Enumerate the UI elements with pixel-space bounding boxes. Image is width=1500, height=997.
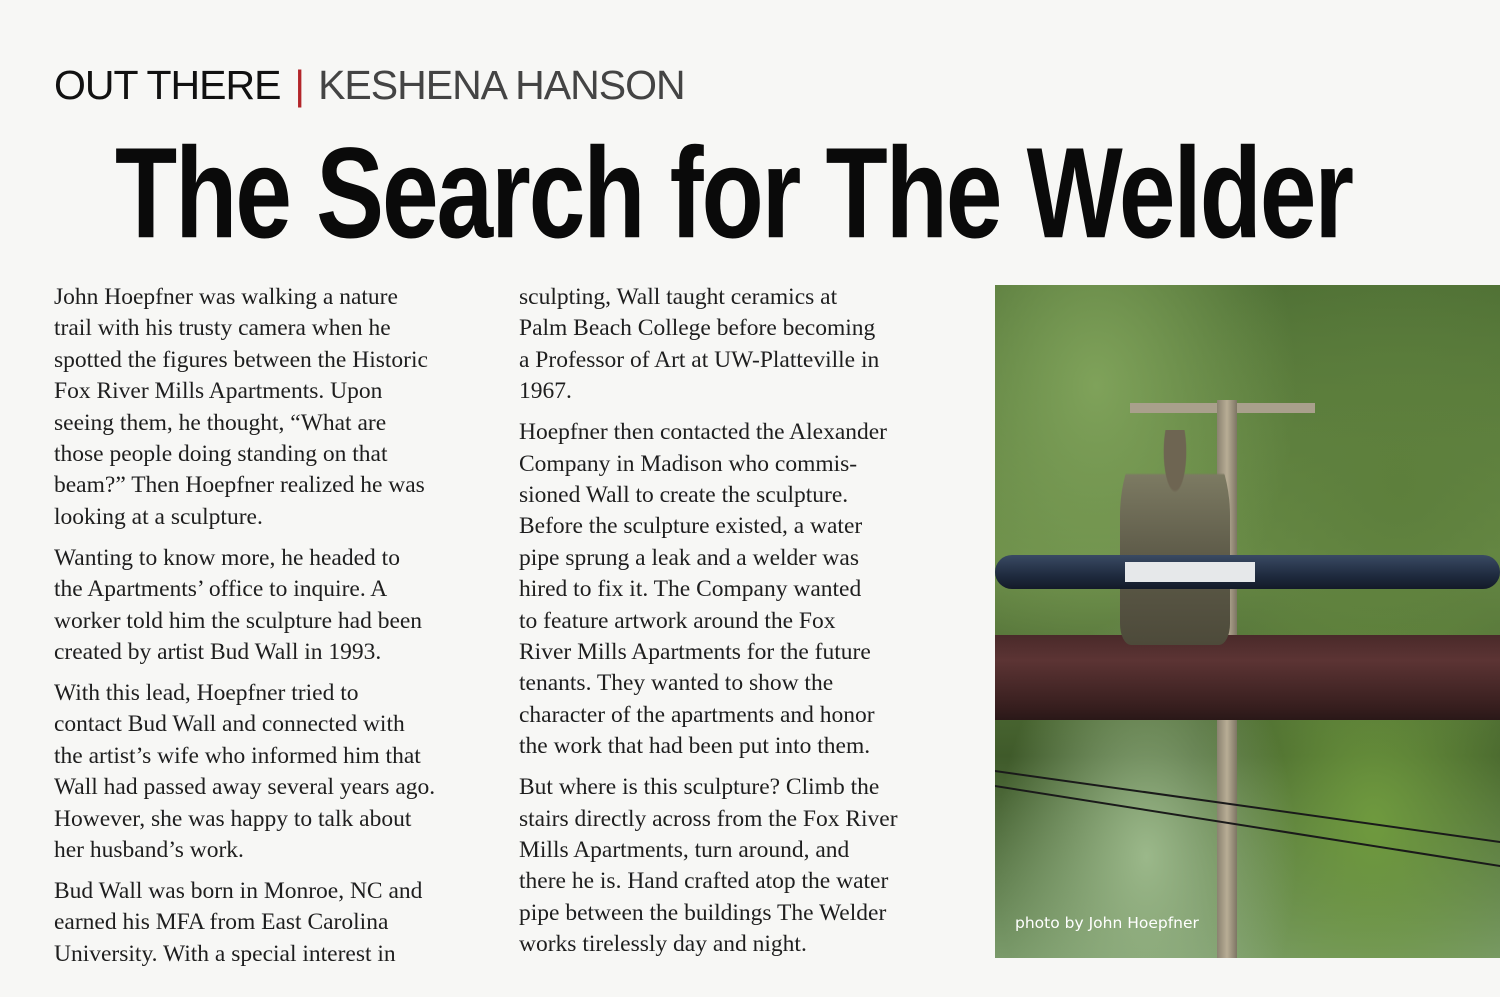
- text-line: With this lead, Hoepfner tried to: [54, 679, 359, 706]
- text-line: those people doing standing on that: [54, 441, 388, 468]
- section-kicker: [54, 62, 685, 109]
- text-line: Hoepfner then contacted the Alexander: [519, 419, 888, 446]
- article-column-1: [54, 282, 435, 980]
- article-title: The Search for The Welder: [115, 120, 1352, 265]
- text-line: However, she was happy to talk about: [54, 805, 412, 832]
- power-line: [995, 770, 1500, 844]
- text-line: Company in Madison who commis-: [519, 450, 858, 477]
- text-line: created by artist Bud Wall in 1993.: [54, 638, 382, 665]
- text-line: Bud Wall was born in Monroe, NC and: [54, 877, 423, 904]
- text-line: the Apartments’ office to inquire. A: [54, 576, 388, 603]
- paragraph: [54, 876, 435, 970]
- steel-beam: [995, 635, 1500, 720]
- text-line: stairs directly across from the Fox River: [519, 805, 898, 832]
- text-line: spotted the figures between the Historic: [54, 346, 428, 373]
- text-line: sculpting, Wall taught ceramics at: [519, 284, 838, 310]
- text-line: 1967.: [519, 378, 572, 405]
- text-line: pipe between the buildings The Welder: [519, 899, 887, 926]
- text-line: contact Bud Wall and connected with: [54, 711, 405, 738]
- text-line: the artist’s wife who informed him that: [54, 742, 421, 769]
- divider: |: [294, 62, 305, 108]
- text-line: the work that had been put into them.: [519, 733, 871, 760]
- pipe-wrap: [1125, 562, 1255, 582]
- welder-figure: [1120, 430, 1230, 645]
- paragraph: [519, 282, 898, 408]
- text-line: beam?” Then Hoepfner realized he was: [54, 472, 425, 499]
- text-line: hired to fix it. The Company wanted: [519, 576, 862, 603]
- text-line: Before the sculpture existed, a water: [519, 513, 863, 540]
- text-line: University. With a special interest in: [54, 940, 396, 967]
- text-line: to feature artwork around the Fox: [519, 607, 836, 634]
- text-line: seeing them, he thought, “What are: [54, 409, 387, 436]
- text-line: Mills Apartments, turn around, and: [519, 836, 850, 863]
- power-line: [995, 785, 1500, 868]
- paragraph: [54, 282, 435, 533]
- text-line: character of the apartments and honor: [519, 701, 875, 728]
- text-line: pipe sprung a leak and a welder was: [519, 544, 859, 571]
- text-line: worker told him the sculpture had been: [54, 607, 423, 634]
- photo-caption: photo by John Hoepfner: [1015, 914, 1199, 932]
- text-line: trail with his trusty camera when he: [54, 315, 391, 342]
- text-line: Fox River Mills Apartments. Upon: [54, 378, 383, 405]
- article-column-2: [519, 282, 898, 970]
- text-line: Wall had passed away several years ago.: [54, 774, 436, 801]
- text-line: her husband’s work.: [54, 836, 244, 863]
- text-line: sioned Wall to create the sculpture.: [519, 481, 849, 508]
- paragraph: [54, 678, 435, 866]
- section-name: OUT THERE: [54, 62, 281, 108]
- paragraph: [519, 417, 898, 762]
- text-line: looking at a sculpture.: [54, 503, 263, 530]
- text-line: a Professor of Art at UW-Platteville in: [519, 346, 880, 373]
- text-line: works tirelessly day and night.: [519, 931, 807, 958]
- paragraph: [519, 772, 898, 960]
- text-line: tenants. They wanted to show the: [519, 670, 834, 697]
- text-line: But where is this sculpture? Climb the: [519, 774, 880, 801]
- welder-sculpture-photo: [995, 285, 1500, 958]
- paragraph: [54, 543, 435, 669]
- text-line: John Hoepfner was walking a nature: [54, 284, 398, 310]
- text-line: there he is. Hand crafted atop the water: [519, 868, 889, 895]
- text-line: Palm Beach College before becoming: [519, 315, 876, 342]
- text-line: earned his MFA from East Carolina: [54, 909, 389, 936]
- author-name: KESHENA HANSON: [318, 62, 685, 108]
- text-line: River Mills Apartments for the future: [519, 638, 871, 665]
- text-line: Wanting to know more, he headed to: [54, 544, 400, 571]
